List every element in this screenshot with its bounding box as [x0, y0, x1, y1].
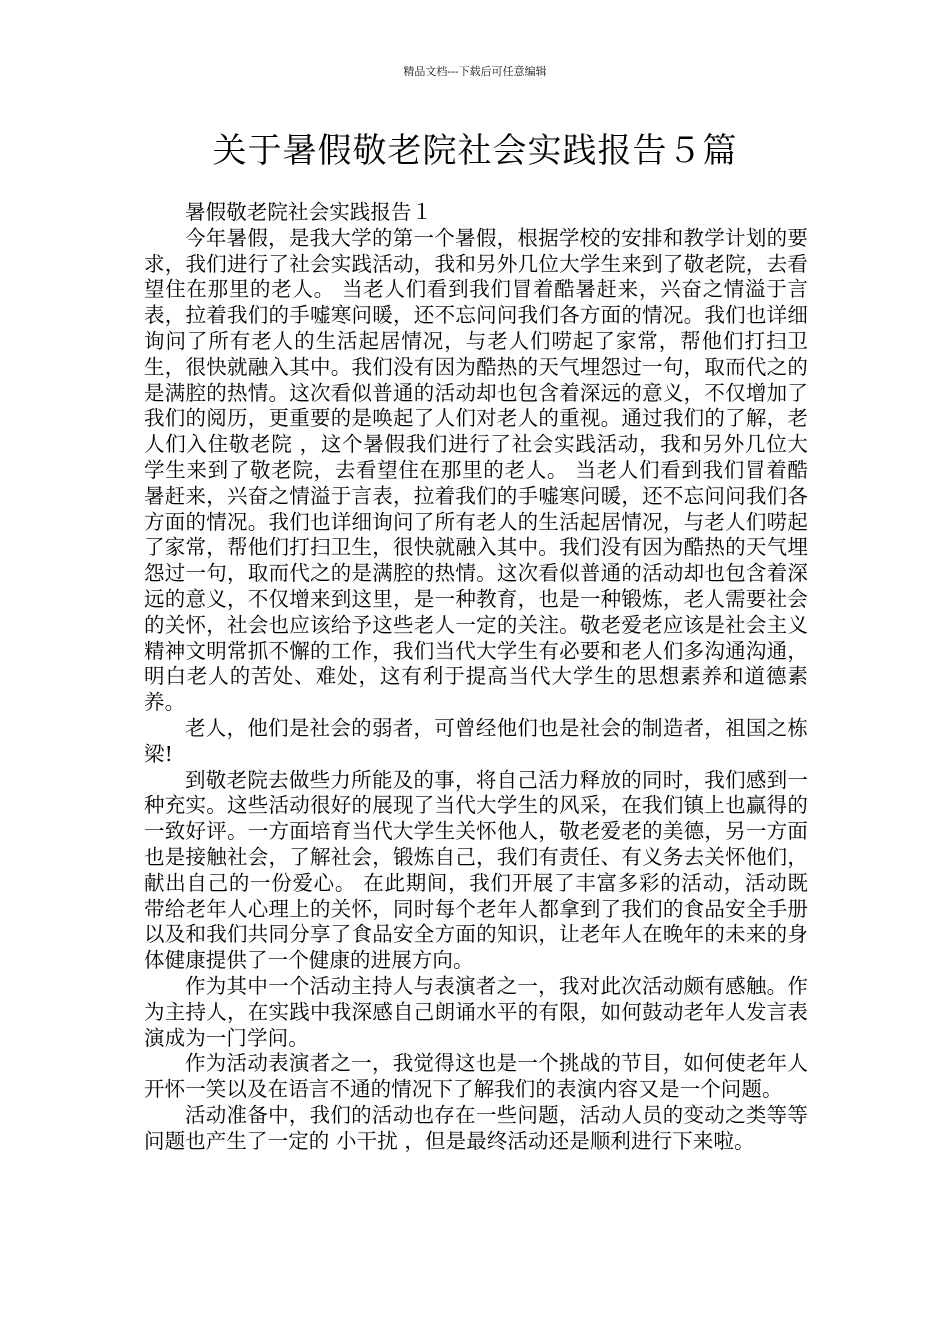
page-header-note: 精品文档---下载后可任意编辑	[403, 65, 547, 78]
body-paragraph: 作为其中一个活动主持人与表演者之一，我对此次活动颇有感触。作为主持人，在实践中我深感自己朗诵水平的有限，如何鼓动老年人发言表演成为一门学问。	[144, 973, 808, 1050]
body-paragraph: 作为活动表演者之一，我觉得这也是一个挑战的节目，如何使老年人开怀一笑以及在语言不通的情况下了解我们的表演内容又是一个问题。	[144, 1051, 808, 1102]
report-subheading: 暑假敬老院社会实践报告１	[185, 200, 433, 224]
body-paragraph: 今年暑假，是我大学的第一个暑假，根据学校的安排和教学计划的要求，我们进行了社会实践活动，我和另外几位大学生来到了敬老院，去看望住在那里的老人。 当老人们看到我们冒着酷暑赶来，兴奋之情溢于言表，拉着我们的手嘘寒问暖，还不忘问问我们各方面的情况。我们也详细询问了所有老人的生活起居情况，与老人们唠起了家常，帮他们打扫卫生，很快就融入其中。我们没有因为酷热的天气埋怨过一句，取而代之的是满腔的热情。这次看似普通的活动却也包含着深远的意义，不仅增加了我们的阅历，更重要的是唤起了人们对老人的重视。通过我们的了解，老人们入住敬老院 ，这个暑假我们进行了社会实践活动，我和另外几位大学生来到了敬老院，去看望住在那里的老人。 当老人们看到我们冒着酷暑赶来，兴奋之情溢于言表，拉着我们的手嘘寒问暖，还不忘问问我们各方面的情况。我们也详细询问了所有老人的生活起居情况，与老人们唠起了家常，帮他们打扫卫生，很快就融入其中。我们没有因为酷热的天气埋怨过一句，取而代之的是满腔的热情。这次看似普通的活动却也包含着深远的意义，不仅增来到这里，是一种教育，也是一种锻炼，老人需要社会的关怀，社会也应该给予这些老人一定的关注。敬老爱老应该是社会主义精神文明常抓不懈的工作，我们当代大学生有必要和老人们多沟通沟通，明白老人的苦处、难处，这有利于提高当代大学生的思想素养和道德素养。	[144, 225, 808, 715]
document-body	[144, 200, 808, 1154]
document-title: 关于暑假敬老院社会实践报告５篇	[212, 131, 738, 171]
body-paragraph: 老人，他们是社会的弱者，可曾经他们也是社会的制造者，祖国之栋梁!	[144, 715, 808, 766]
body-paragraph: 活动准备中，我们的活动也存在一些问题，活动人员的变动之类等等问题也产生了一定的 小干扰 ，但是最终活动还是顺利进行下来啦。	[144, 1102, 808, 1153]
body-paragraph: 到敬老院去做些力所能及的事，将自己活力释放的同时，我们感到一种充实。这些活动很好的展现了当代大学生的风采，在我们镇上也赢得的一致好评。一方面培育当代大学生关怀他人，敬老爱老的美德，另一方面也是接触社会，了解社会，锻炼自己，我们有责任、有义务去关怀他们，献出自己的一份爱心。 在此期间，我们开展了丰富多彩的活动，活动既带给老年人心理上的关怀，同时每个老年人都拿到了我们的食品安全手册以及和我们共同分享了食品安全方面的知识，让老年人在晚年的未来的身体健康提供了一个健康的进展方向。	[144, 767, 808, 973]
